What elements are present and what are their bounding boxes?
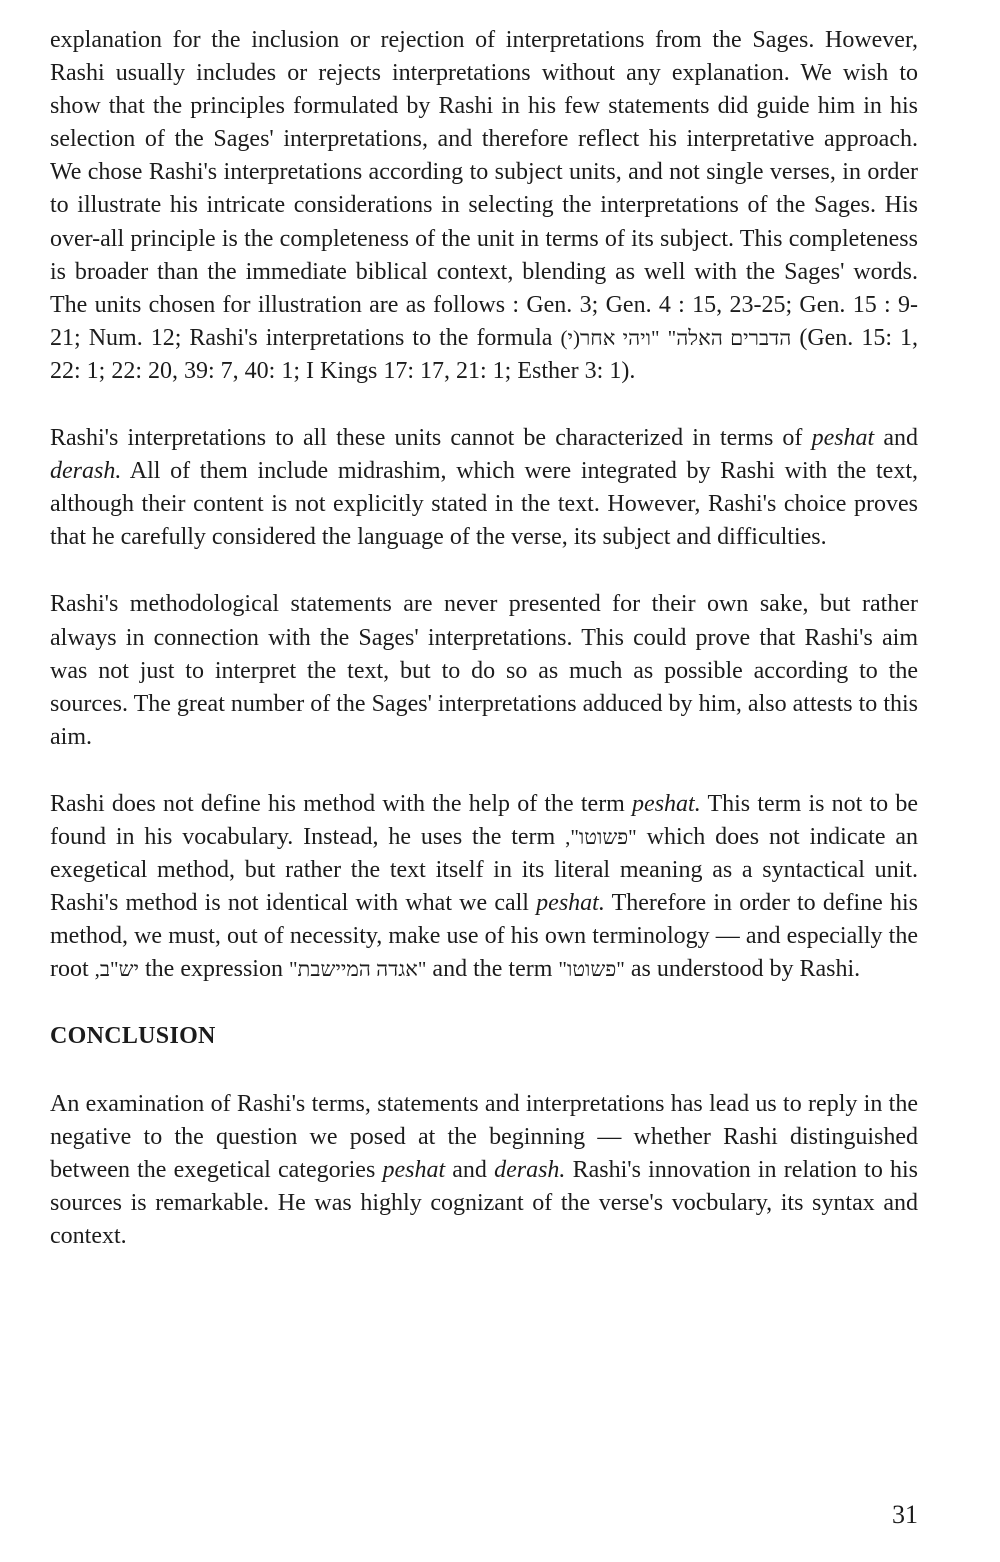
paragraph-text: which does not indicate an exegetical method, but rather the text itself in its literal meaning as a syntactical unit. Rashi's method is not identical with what we call [50,823,918,917]
paragraph-text: (Gen. 15: 1, 22: 1; 22: 20, 39: 7, 40: 1; I Kings 17: 17, 21: 1; Esther 3: 1). [50,324,919,384]
section-heading-conclusion: CONCLUSION [50,1023,216,1050]
paragraph-text: Rashi's interpretations to all these units cannot be characterized in terms of [50,425,803,452]
paragraph-peshat-derash [50,422,918,554]
paragraph-text: Rashi does not define his method with the help of the term [50,790,625,817]
paragraph-text: and [883,425,919,452]
paragraph-methodological-statements [50,588,918,753]
paragraph-conclusion [50,1088,918,1253]
paragraph-text: explanation for the inclusion or rejection of interpretations from the Sages. However, Rashi usually includes or rejects interpretations without any explanation. We wish to show that the principles formulated by Rashi in his few statements did guide him in his selection of the Sages' interpretations, and therefore reflect his interpretative approach. We chose Rashi's interpretations according to subject units, and not single verses, in order to illustrate his intricate considerations in selecting the interpretations of the Sages. His over-all principle is the completeness of the unit in terms of its subject. This completeness is broader than the immediate biblical context, blending as well with the Sages' words. The units chosen for illustration are as follows : Gen. 3; Gen. 4 : 15, 23-25; Gen. 15 : 9-21; Num. 12; Rashi's interpretations to the formula [50,27,918,351]
italic-term: derash. [50,458,122,485]
paragraph-text: the expression [145,956,283,983]
paragraph-selection-principles [50,24,918,388]
hebrew-phrase: הדברים האלה" [667,325,792,350]
page-number: 31 [892,1500,918,1529]
document-page [50,24,918,1253]
paragraph-text: All of them include midrashim, which were integrated by Rashi with the text, although their content is not explicitly stated in the text. However, Rashi's choice proves that he carefully considered the language of the verse, its subject and difficulties. [50,458,918,551]
italic-term: peshat. [632,790,701,817]
italic-term: peshat [382,1156,446,1183]
paragraph-text: as understood by Rashi. [630,956,861,983]
paragraph-text: and [452,1156,487,1183]
hebrew-phrase: "פשוטו", [565,824,637,849]
hebrew-phrase: "אגדה המיישבת" [288,957,427,982]
paragraph-text: Rashi's methodological statements are never presented for their own sake, but rather always in connection with the Sages' interpretations. This could prove that Rashi's aim was not just to interpret the text, but to do so as much as possible according to the sources. The great number of the Sages' interpretations adduced by him, also attests to this aim. [50,591,918,750]
paragraph-text: This term is not to be found in his vocabulary. Instead, he uses the term [50,790,919,850]
paragraph-text: An examination of Rashi's terms, statements and interpretations has lead us to reply in the negative to the question we posed at the beginning — whether Rashi distinguished between the exegetical categories [50,1090,918,1183]
italic-term: peshat. [536,890,605,917]
hebrew-phrase: "ויהי אחר(י) [560,325,660,350]
paragraph-text: Rashi's innovation in relation to his sources is remarkable. He was highly cognizant of the verse's vocbulary, its syntax and context. [50,1156,919,1249]
italic-term: derash. [494,1156,566,1183]
hebrew-phrase: "פשוטו" [558,957,625,982]
italic-term: peshat [811,425,875,452]
paragraph-text: Therefore in order to define his method, we must, out of necessity, make use of his own terminology — and especially the root [50,890,919,983]
paragraph-terminology [50,788,918,987]
paragraph-text: and the term [432,956,553,983]
hebrew-phrase: יש"ב, [94,957,139,982]
